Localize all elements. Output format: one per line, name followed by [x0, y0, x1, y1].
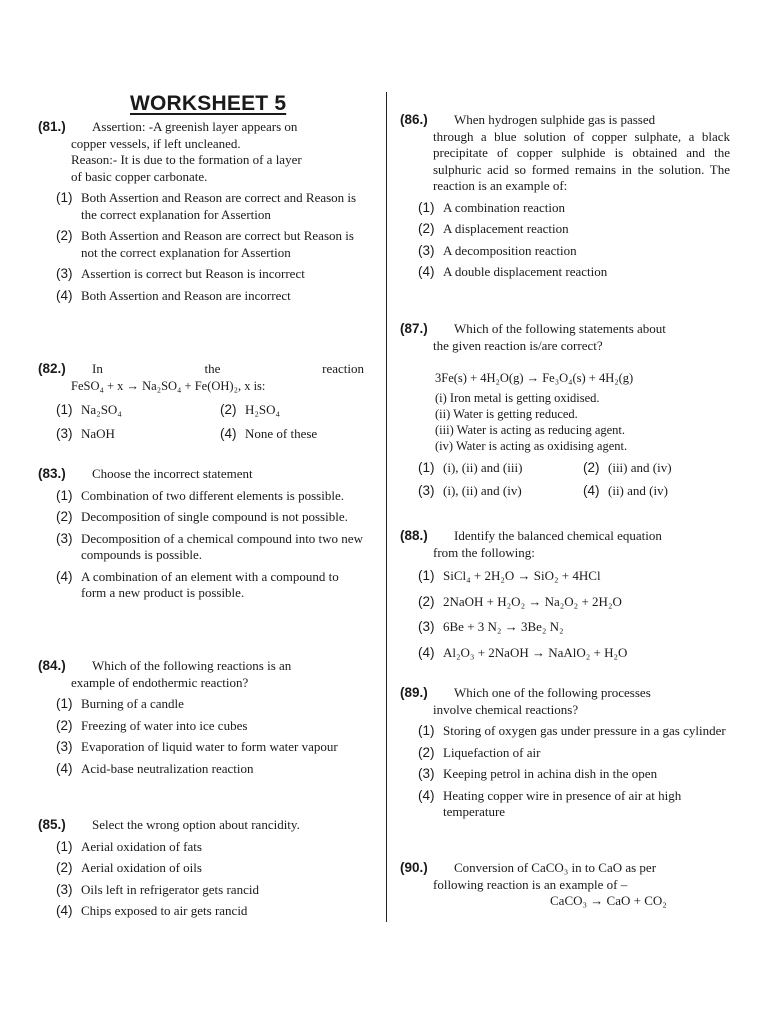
option-text: A double displacement reaction [443, 264, 608, 279]
option-label: (1) [418, 723, 435, 738]
option[interactable] [400, 619, 730, 636]
option[interactable] [400, 594, 730, 611]
reaction-equation: CaCO₃ → CaO + CO₂ [550, 893, 667, 908]
option-label: (1) [418, 199, 435, 215]
option[interactable] [38, 839, 366, 856]
option-label: (2) [220, 402, 237, 417]
question-text-cont: following reaction is an example of – [433, 876, 628, 892]
option-label: (2) [56, 717, 73, 733]
option[interactable] [38, 569, 366, 602]
option-label: (3) [418, 766, 435, 781]
option-text: Heating copper wire in presence of air at high temperature [443, 787, 682, 819]
option[interactable] [38, 739, 366, 756]
option[interactable] [400, 723, 730, 740]
option-label: (1) [418, 459, 435, 475]
option-label: (4) [418, 787, 435, 803]
option-label: (4) [418, 264, 435, 279]
option[interactable] [400, 221, 730, 238]
option-label: (4) [56, 760, 73, 776]
option-text: Decomposition of single compound is not possible. [81, 509, 348, 524]
option[interactable] [565, 460, 730, 477]
option-text: Freezing of water into ice cubes [81, 717, 248, 733]
option[interactable] [202, 402, 366, 419]
option[interactable] [38, 761, 366, 778]
option-label: (4) [583, 483, 600, 498]
option-label: (3) [56, 266, 73, 281]
option[interactable] [38, 718, 366, 735]
option-label: (2) [56, 509, 73, 524]
assertion-text: Assertion: -A greenish layer appears on [92, 119, 298, 134]
question-text-cont: example of endothermic reaction? [71, 674, 249, 690]
option-text: Al₂O₃ + 2NaOH → NaAlO₂ + H₂O [443, 644, 628, 660]
question-word: reaction [322, 361, 364, 376]
options-grid [38, 402, 366, 442]
question-number: (90.) [400, 860, 428, 875]
option-label: (3) [418, 242, 435, 258]
option-text: Both Assertion and Reason are correct and Reason is the correct explanation for Assertion [81, 190, 357, 222]
option[interactable] [38, 402, 202, 419]
option-text: Evaporation of liquid water to form water vapour [81, 739, 338, 754]
question-87 [400, 321, 730, 500]
reaction-equation: FeSO₄ + x → Na₂SO₄ + Fe(OH)₂, x is: [71, 378, 266, 393]
option-label: (3) [418, 619, 435, 634]
option-text: A combination reaction [443, 199, 566, 215]
option[interactable] [400, 745, 730, 762]
option[interactable] [38, 860, 366, 877]
question-text: Choose the incorrect statement [92, 466, 253, 481]
question-text: Select the wrong option about rancidity. [92, 817, 300, 832]
option[interactable] [400, 483, 565, 500]
option[interactable] [400, 788, 730, 821]
option[interactable] [38, 488, 366, 505]
option[interactable] [38, 509, 366, 526]
option-text: Oils left in refrigerator gets rancid [81, 881, 259, 897]
option-label: (4) [418, 644, 435, 660]
question-number: (89.) [400, 685, 428, 700]
option-text: 2NaOH + H₂O₂ → Na₂O₂ + 2H₂O [443, 593, 622, 609]
option-text: Liquefaction of air [443, 744, 541, 760]
option-text: A decomposition reaction [443, 242, 577, 258]
statement: (i) Iron metal is getting oxidised. [435, 390, 600, 405]
option-text: (i), (ii) and (iv) [443, 483, 522, 498]
question-text: Which of the following statements about [454, 321, 666, 336]
option-text: Both Assertion and Reason are correct but Reason is not the correct explanation for Assertion [81, 228, 354, 260]
question-85 [38, 817, 366, 920]
question-text: When hydrogen sulphide gas is passed [454, 112, 656, 127]
option-text: Aerial oxidation of oils [81, 860, 202, 875]
question-number: (81.) [38, 119, 66, 134]
option-text: Na₂SO₄ [81, 402, 122, 417]
option[interactable] [202, 426, 366, 443]
question-86 [400, 112, 730, 281]
question-text-cont: involve chemical reactions? [433, 701, 579, 717]
statement: (iii) Water is acting as reducing agent. [435, 422, 626, 437]
option[interactable] [38, 696, 366, 713]
option-label: (4) [56, 568, 73, 584]
question-number: (86.) [400, 112, 428, 127]
option-text: NaOH [81, 425, 115, 441]
question-84 [38, 658, 366, 777]
question-number: (85.) [38, 817, 66, 832]
option-label: (3) [418, 483, 435, 498]
option-text: (i), (ii) and (iii) [443, 459, 523, 475]
question-text-cont: from the following: [433, 544, 535, 560]
option-text: H₂SO₄ [245, 402, 281, 417]
question-number: (87.) [400, 321, 428, 336]
question-number: (84.) [38, 658, 66, 673]
question-text-cont: the given reaction is/are correct? [433, 337, 603, 353]
option-label: (1) [56, 190, 73, 205]
option[interactable] [38, 288, 366, 305]
option-label: (1) [56, 402, 73, 417]
option-label: (4) [56, 287, 73, 303]
question-text: Identify the balanced chemical equation [454, 528, 662, 543]
option-label: (2) [56, 860, 73, 875]
option-text: None of these [245, 425, 318, 441]
option-text: Acid-base neutralization reaction [81, 760, 254, 776]
option[interactable] [400, 200, 730, 217]
option-text: Combination of two different elements is possible. [81, 487, 344, 503]
option[interactable] [400, 645, 730, 662]
question-text: Conversion of CaCO₃ in to CaO as per [454, 860, 657, 875]
question-89 [400, 685, 730, 821]
options-grid [400, 460, 730, 500]
option[interactable] [400, 264, 730, 281]
option-label: (4) [56, 903, 73, 918]
option-label: (3) [56, 739, 73, 754]
option[interactable] [38, 426, 202, 443]
reason-text-cont: of basic copper carbonate. [71, 168, 208, 184]
option-text: Keeping petrol in achina dish in the open [443, 766, 658, 781]
option-text: A combination of an element with a compound to form a new product is possible. [81, 568, 339, 600]
assertion-text-cont: copper vessels, if left uncleaned. [71, 135, 241, 151]
option[interactable] [38, 531, 366, 564]
question-text: Which one of the following processes [454, 685, 651, 700]
column-divider [386, 92, 387, 922]
reason-text: Reason:- It is due to the formation of a layer [71, 152, 302, 167]
option-text: SiCl₄ + 2H₂O → SiO₂ + 4HCl [443, 568, 601, 583]
option[interactable] [38, 882, 366, 899]
question-81 [38, 119, 366, 304]
option-label: (2) [418, 593, 435, 609]
worksheet-title: WORKSHEET 5 [130, 92, 287, 115]
option-label: (3) [56, 530, 73, 546]
option-text: Storing of oxygen gas under pressure in a gas cylinder [443, 723, 726, 738]
option-text: A displacement reaction [443, 221, 569, 236]
option-label: (3) [56, 881, 73, 897]
option-text: Aerial oxidation of fats [81, 838, 202, 854]
question-word: In [92, 361, 103, 376]
option-label: (2) [418, 221, 435, 236]
question-text [92, 361, 366, 378]
option-label: (1) [56, 838, 73, 854]
option-text: (ii) and (iv) [608, 483, 668, 498]
option-label: (2) [418, 744, 435, 760]
question-83 [38, 466, 366, 602]
statement: (iv) Water is acting as oxidising agent. [435, 438, 628, 453]
option-text: Decomposition of a chemical compound into two new compounds is possible. [81, 530, 363, 562]
option-label: (2) [583, 459, 600, 475]
option-text: (iii) and (iv) [608, 459, 672, 475]
option[interactable] [400, 460, 565, 477]
option-label: (1) [56, 696, 73, 711]
question-number: (88.) [400, 528, 428, 543]
question-90 [400, 860, 730, 910]
option-label: (4) [220, 425, 237, 441]
question-text: Which of the following reactions is an [92, 658, 292, 673]
option-label: (3) [56, 425, 73, 441]
option-text: Both Assertion and Reason are incorrect [81, 287, 291, 303]
option-text: Burning of a candle [81, 696, 184, 711]
option[interactable] [38, 903, 366, 920]
question-82 [38, 361, 366, 442]
option[interactable] [400, 243, 730, 260]
question-number: (83.) [38, 466, 66, 481]
option-label: (1) [56, 487, 73, 503]
option[interactable] [400, 766, 730, 783]
option[interactable] [38, 266, 366, 283]
option-text: Chips exposed to air gets rancid [81, 903, 248, 918]
option-label: (2) [56, 228, 73, 243]
option[interactable] [400, 568, 730, 585]
question-number: (82.) [38, 361, 66, 376]
question-text-cont: through a blue solution of copper sulphate, a black precipitate of copper sulphide is obtained and the sulphuric acid so formed remains in the solution. The reaction is an example of: [433, 128, 730, 193]
option-label: (1) [418, 568, 435, 583]
option-text: Assertion is correct but Reason is incorrect [81, 266, 305, 281]
option[interactable] [38, 190, 366, 223]
reaction-equation: 3Fe(s) + 4H₂O(g) → Fe₃O₄(s) + 4H₂(g) [435, 371, 634, 385]
option-text: 6Be + 3 N₂ → 3Be₂ N₂ [443, 619, 564, 634]
question-word: the [204, 361, 221, 376]
option[interactable] [565, 483, 730, 500]
statement: (ii) Water is getting reduced. [435, 406, 578, 421]
option[interactable] [38, 228, 366, 261]
question-88 [400, 528, 730, 661]
